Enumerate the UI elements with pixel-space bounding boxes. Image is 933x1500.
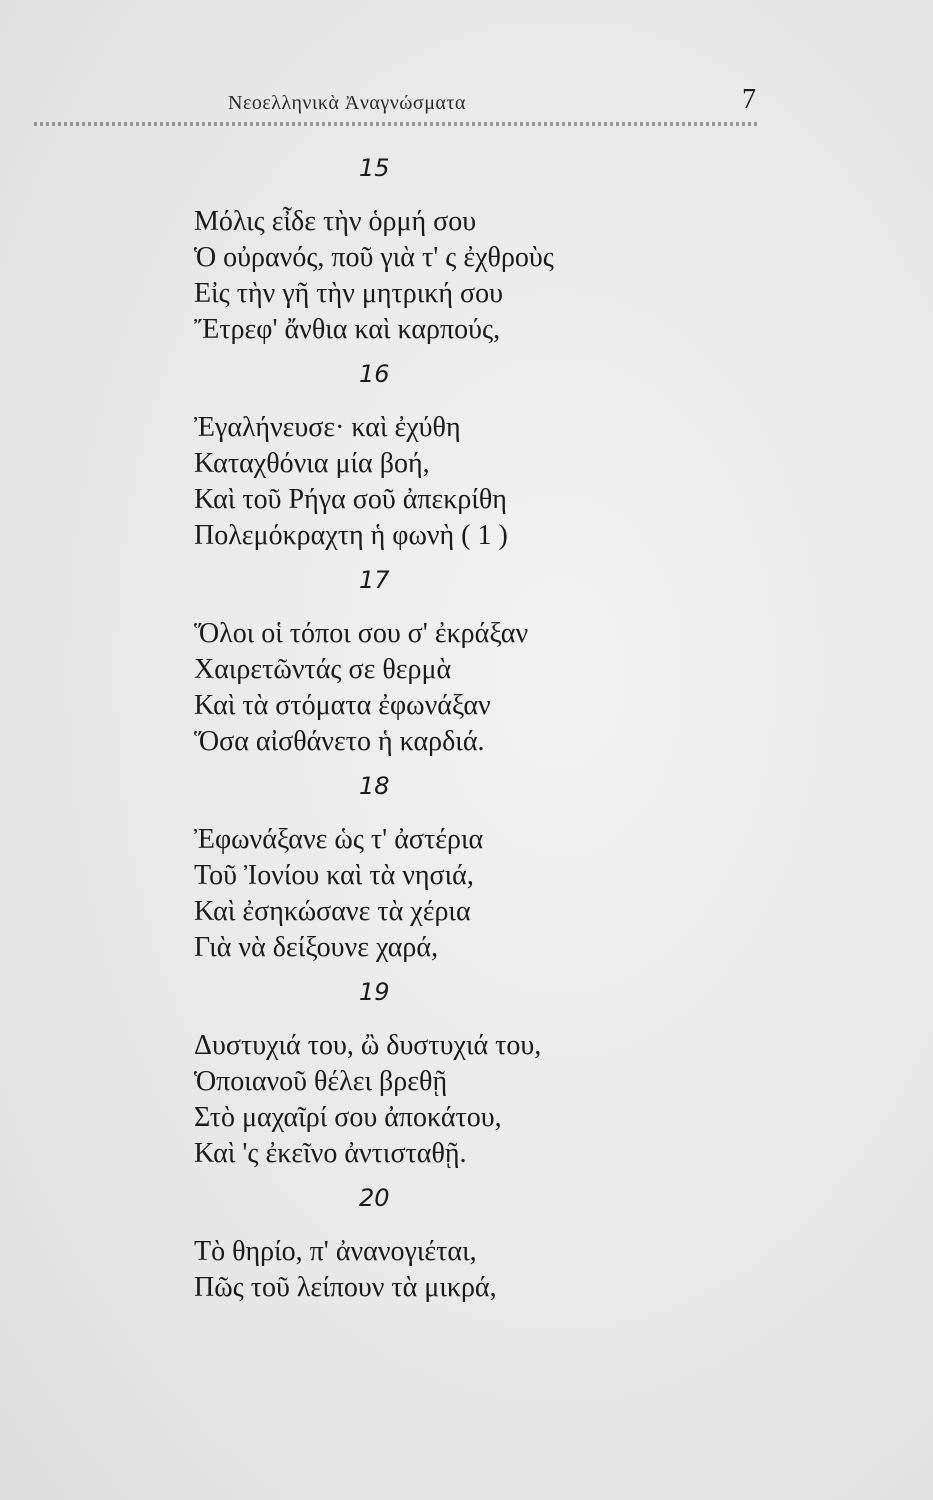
verse-line: Ὁποιανοῦ θέλει βρεθῇ (194, 1066, 448, 1097)
verse-line: Πῶς τοῦ λείπουν τὰ μικρά, (194, 1272, 497, 1303)
verse-line: Εἰς τὴν γῆ τὴν μητρική σου (194, 278, 503, 309)
stanza-number: 20 (359, 1184, 390, 1212)
verse-line: Ὅσα αἰσθάνετο ἡ καρδιά. (194, 726, 485, 757)
running-title: Νεοελληνικὰ Ἀναγνώσματα (228, 92, 466, 114)
verse-line: Ἐφωνάξανε ὡς τ' ἀστέρια (194, 824, 484, 855)
stanza (194, 974, 754, 1172)
verse-line: Ἐγαλήνευσε· καὶ ἐχύθη (194, 412, 461, 443)
verse-line: Δυστυχιά του, ὢ δυστυχιά του, (194, 1030, 542, 1061)
header-rule (34, 122, 760, 126)
verse-line: Καὶ ἐσηκώσανε τὰ χέρια (194, 896, 471, 927)
stanza (194, 768, 754, 966)
verse-line: Καὶ τὰ στόματα ἐφωνάξαν (194, 690, 491, 721)
stanza-number: 18 (359, 772, 390, 800)
poem-body (194, 150, 754, 1314)
stanza-number: 19 (359, 978, 390, 1006)
stanza-number: 17 (359, 566, 390, 594)
verse-line: Χαιρετῶντάς σε θερμὰ (194, 654, 452, 685)
verse-line: Ὅλοι οἱ τόποι σου σ' ἐκράξαν (194, 618, 529, 649)
verse-line: Ἔτρεφ' ἄνθια καὶ καρπούς, (194, 314, 501, 345)
stanza (194, 562, 754, 760)
verse-line: Γιὰ νὰ δείξουνε χαρά, (194, 932, 439, 963)
verse-line: Στὸ μαχαῖρί σου ἀποκάτου, (194, 1102, 502, 1133)
verse-line: Καὶ τοῦ Ρήγα σοῦ ἀπεκρίθη (194, 484, 507, 515)
stanza-number: 16 (359, 360, 390, 388)
verse-line: Πολεμόκραχτη ἡ φωνὴ ( 1 ) (194, 520, 508, 551)
stanza (194, 356, 754, 554)
verse-line: Μόλις εἶδε τὴν ὁρμή σου (194, 206, 477, 237)
verse-line: Καταχθόνια μία βοή, (194, 448, 430, 479)
stanza (194, 1180, 754, 1306)
verse-line: Καὶ 'ς ἐκεῖνο ἀντισταθῇ. (194, 1138, 467, 1169)
verse-line: Ὁ οὐρανός, ποῦ γιὰ τ' ς ἐχθροὺς (194, 242, 554, 273)
stanza-number: 15 (359, 154, 390, 182)
stanza (194, 150, 754, 348)
verse-line: Τὸ θηρίο, π' ἀνανογιέται, (194, 1236, 477, 1267)
verse-line: Τοῦ Ἰονίου καὶ τὰ νησιά, (194, 860, 474, 891)
page-number: 7 (742, 84, 756, 115)
